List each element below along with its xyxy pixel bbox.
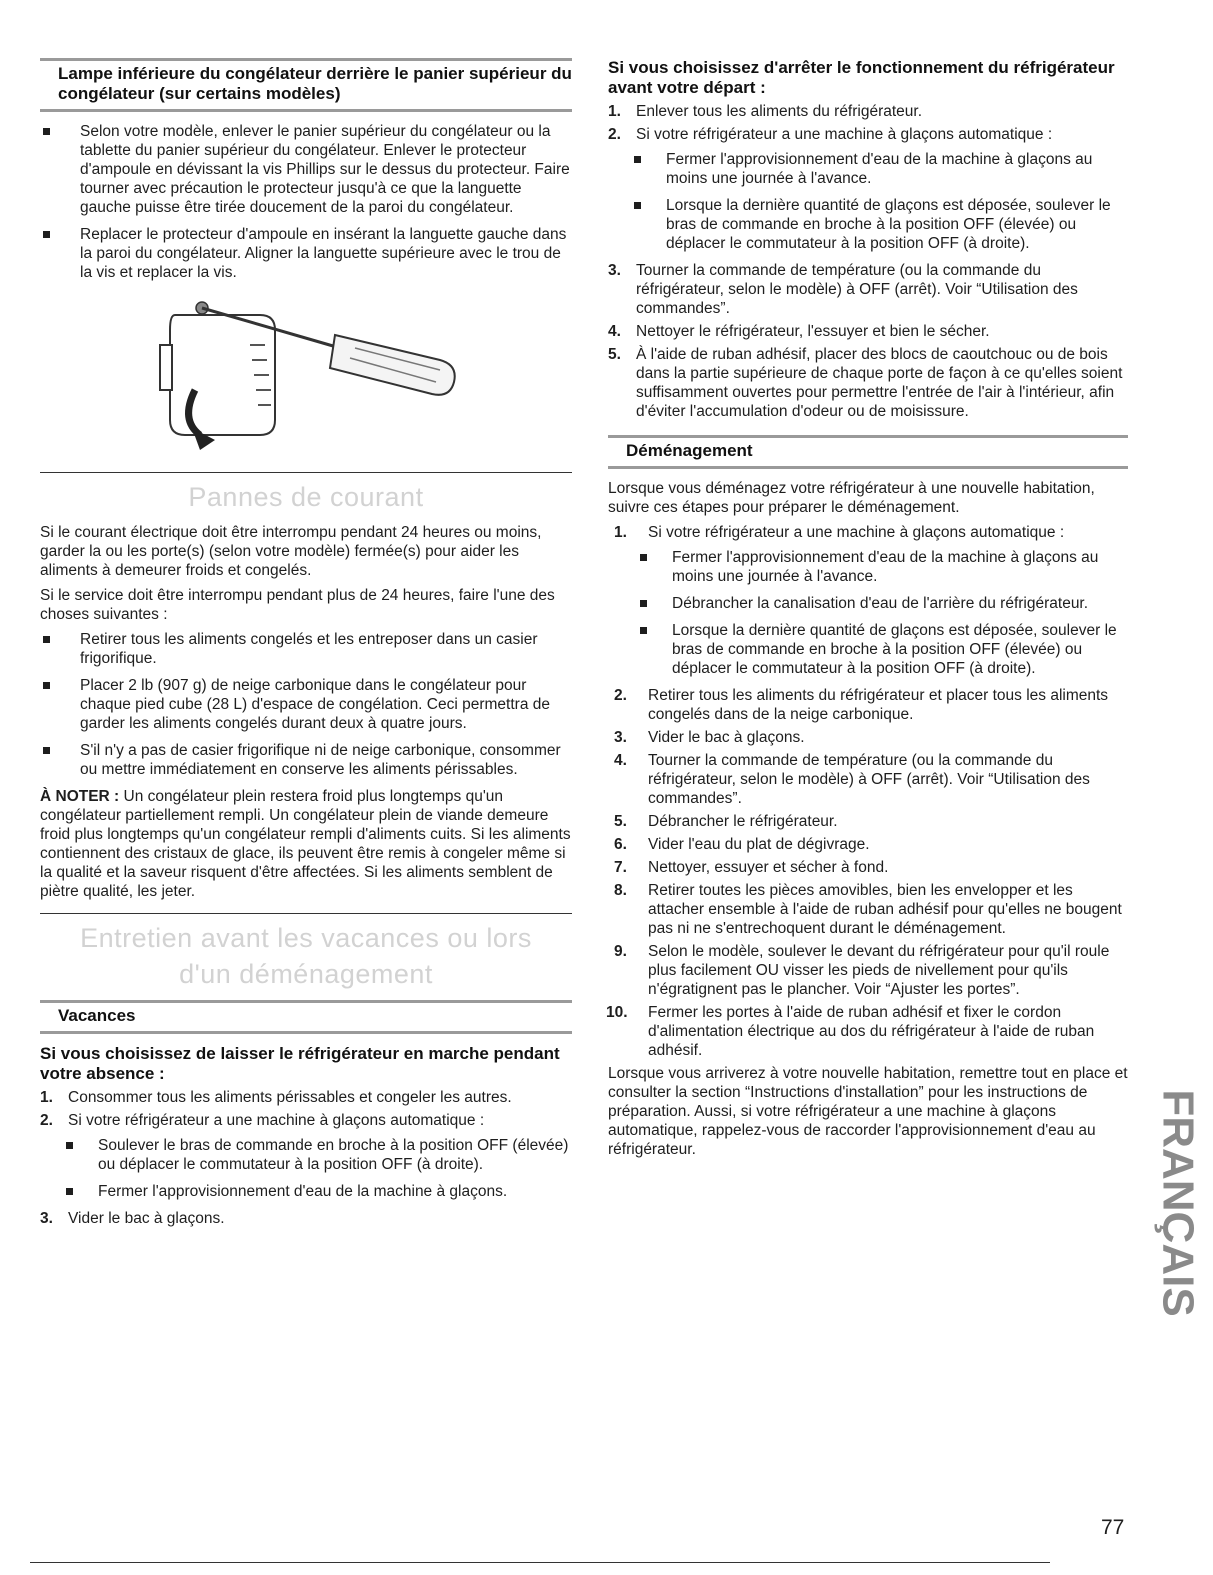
list-item: 4. Tourner la commande de température (ou la commande du réfrigérateur, selon le modèle) à OFF (arrêt). Voir “Utilisation des commandes”.: [614, 752, 1090, 807]
list-item: 3. Vider le bac à glaçons.: [614, 729, 805, 746]
stop-heading: Si vous choisissez d'arrêter le fonctionnement du réfrigérateur avant votre départ :: [608, 58, 1115, 97]
list-item: 6. Vider l'eau du plat de dégivrage.: [614, 836, 870, 853]
list-item: Lorsque la dernière quantité de glaçons est déposée, soulever le bras de commande en broche à la position OFF (élevée) ou déplacer le commutateur à la position OFF (à droite).: [636, 621, 1128, 678]
language-tab: [1152, 1058, 1198, 1348]
maintenance-title-line-2: d'un déménagement: [179, 959, 433, 989]
list-item: 1. Si votre réfrigérateur a une machine à glaçons automatique : Fermer l'approvisionnement d'eau de la machine à glaçons au moins une journée à l'avance. Débrancher la canalisation d'eau de l'arrière du réfrigérateur. Lorsque la dernière quantité de glaçons est déposée, soulever le bras de commande en broche à la position OFF (élevée) ou déplacer le commutateur à la position OFF (à droite).: [614, 523, 1128, 678]
power-outage-title: Pannes de courant: [188, 482, 424, 512]
keep-running-steps: [40, 1088, 572, 1228]
lamp-bullet-list: [40, 122, 572, 282]
list-item: Placer 2 lb (907 g) de neige carbonique dans le congélateur pour chaque pied cube (28 L) d'espace de congélation. Ceci permettra de garder les aliments congelés durant deux à quatre jours.: [40, 676, 572, 733]
power-bullet-list: [40, 630, 572, 779]
list-item: Fermer l'approvisionnement d'eau de la machine à glaçons.: [62, 1182, 572, 1201]
list-item: S'il n'y a pas de casier frigorifique ni de neige carbonique, consommer ou mettre immédiatement en conserve les aliments périssables.: [40, 741, 572, 779]
language-tab-label: FRANÇAIS: [1153, 1089, 1198, 1317]
section-divider: [40, 472, 572, 473]
list-item: 3. Vider le bac à glaçons.: [40, 1210, 225, 1227]
moving-heading: Déménagement: [608, 435, 1128, 469]
list-item: Lorsque la dernière quantité de glaçons est déposée, soulever le bras de commande en broche à la position OFF (élevée) ou déplacer le commutateur à la position OFF (à droite).: [630, 196, 1128, 253]
bulb-cover-illustration: [140, 290, 572, 460]
keep-running-sublist: [68, 1136, 572, 1201]
moving-sublist: [648, 548, 1128, 678]
list-item: 5. À l'aide de ruban adhésif, placer des blocs de caoutchouc ou de bois dans la partie supérieure de chaque porte de façon à ce qu'elles soient suffisamment ouvertes pour permettre l'entrée de l'air à l'intérieur, afin d'éviter l'accumulation d'odeur ou de moisissure.: [608, 346, 1123, 420]
page-number: 77: [1101, 1516, 1125, 1539]
list-item: 2. Si votre réfrigérateur a une machine à glaçons automatique : Fermer l'approvisionnement d'eau de la machine à glaçons au moins une journée à l'avance. Lorsque la dernière quantité de glaçons est déposée, soulever le bras de commande en broche à la position OFF (élevée) ou déplacer le commutateur à la position OFF (à droite).: [608, 125, 1128, 253]
stop-steps: [608, 102, 1128, 421]
note-text: Un congélateur plein restera froid plus longtemps qu'un congélateur partiellement rempli. Un congélateur plein de viande demeure froid plus longtemps qu'un congélateur rempli d'aliments cuits. Si les aliments contiennent des cristaux de glace, ils peuvent être remis à congeler même si la qualité et la saveur risquent d'être affectées. Si les aliments semblent de piètre qualité, les jeter.: [40, 788, 571, 900]
moving-steps: [606, 523, 1128, 1060]
list-item: 1. Enlever tous les aliments du réfrigérateur.: [608, 103, 923, 120]
list-item: Retirer tous les aliments congelés et les entreposer dans un casier frigorifique.: [40, 630, 572, 668]
stop-sublist: [636, 150, 1128, 253]
list-item: 8. Retirer toutes les pièces amovibles, bien les envelopper et les attacher ensemble à l'aide de ruban adhésif pour qu'elles ne bougent pas ni ne s'entrechoquent durant le déménagement.: [614, 882, 1122, 937]
right-column: [608, 58, 1128, 1165]
power-paragraph-1: Si le courant électrique doit être interrompu pendant 24 heures ou moins, garder la ou les porte(s) (selon votre modèle) fermée(s) pour aider les aliments à demeurer froids et congelés.: [40, 524, 542, 579]
list-item: Débrancher la canalisation d'eau de l'arrière du réfrigérateur.: [636, 594, 1128, 613]
list-item: 10. Fermer les portes à l'aide de ruban adhésif et fixer le cordon d'alimentation électrique au dos du réfrigérateur à l'aide de ruban adhésif.: [606, 1004, 1095, 1059]
note-label: À NOTER :: [40, 788, 120, 805]
section-divider: [40, 913, 572, 914]
left-column: [40, 58, 572, 1232]
keep-running-heading: Si vous choisissez de laisser le réfrigérateur en marche pendant votre absence :: [40, 1044, 560, 1083]
list-item: Selon votre modèle, enlever le panier supérieur du congélateur ou la tablette du panier supérieur du congélateur. Enlever le protecteur d'ampoule en dévissant la vis Phillips sur le dessus du protecteur. Faire tourner avec précaution le protecteur jusqu'à ce que la languette gauche puisse être tirée doucement de la paroi du congélateur.: [40, 122, 572, 217]
note-paragraph: [40, 787, 572, 901]
vacances-heading: Vacances: [40, 1000, 572, 1034]
list-item: Fermer l'approvisionnement d'eau de la machine à glaçons au moins une journée à l'avance.: [636, 548, 1128, 586]
list-item: Replacer le protecteur d'ampoule en insérant la languette gauche dans la paroi du congélateur. Aligner la languette supérieure avec le trou de la vis et replacer la vis.: [40, 225, 572, 282]
bottom-rule: [30, 1562, 1050, 1563]
moving-outro: Lorsque vous arriverez à votre nouvelle habitation, remettre tout en place et consulter la section “Instructions d'installation” pour les instructions de préparation. Aussi, si votre réfrigérateur a une machine à glaçons automatique, rappelez-vous de raccorder l'approvisionnement d'eau au réfrigérateur.: [608, 1065, 1128, 1158]
maintenance-title-line-1: Entretien avant les vacances ou lors: [80, 923, 532, 953]
list-item: Fermer l'approvisionnement d'eau de la machine à glaçons au moins une journée à l'avance.: [630, 150, 1128, 188]
list-item: 2. Si votre réfrigérateur a une machine à glaçons automatique : Soulever le bras de commande en broche à la position OFF (élevée) ou déplacer le commutateur à la position OFF (à droite). Fermer l'approvisionnement d'eau de la machine à glaçons.: [40, 1111, 572, 1201]
power-paragraph-2: Si le service doit être interrompu pendant plus de 24 heures, faire l'une des choses suivantes :: [40, 587, 555, 623]
list-item: Soulever le bras de commande en broche à la position OFF (élevée) ou déplacer le commutateur à la position OFF (à droite).: [62, 1136, 572, 1174]
lamp-heading: Lampe inférieure du congélateur derrière le panier supérieur du congélateur (sur certains modèles): [40, 58, 572, 112]
list-item: 1. Consommer tous les aliments périssables et congeler les autres.: [40, 1089, 512, 1106]
list-item: 2. Retirer tous les aliments du réfrigérateur et placer tous les aliments congelés dans de la neige carbonique.: [614, 687, 1109, 723]
list-item: 5. Débrancher le réfrigérateur.: [614, 813, 838, 830]
list-item: 4. Nettoyer le réfrigérateur, l'essuyer et bien le sécher.: [608, 323, 990, 340]
list-item: 9. Selon le modèle, soulever le devant du réfrigérateur pour qu'il roule plus facilement OU visser les pieds de nivellement pour qu'ils n'égratignent pas le plancher. Voir “Ajuster les portes”.: [614, 943, 1110, 998]
list-item: 7. Nettoyer, essuyer et sécher à fond.: [614, 859, 889, 876]
list-item: 3. Tourner la commande de température (ou la commande du réfrigérateur, selon le modèle) à OFF (arrêt). Voir “Utilisation des commandes”.: [608, 262, 1078, 317]
moving-intro: Lorsque vous déménagez votre réfrigérateur à une nouvelle habitation, suivre ces étapes pour préparer le déménagement.: [608, 480, 1095, 516]
